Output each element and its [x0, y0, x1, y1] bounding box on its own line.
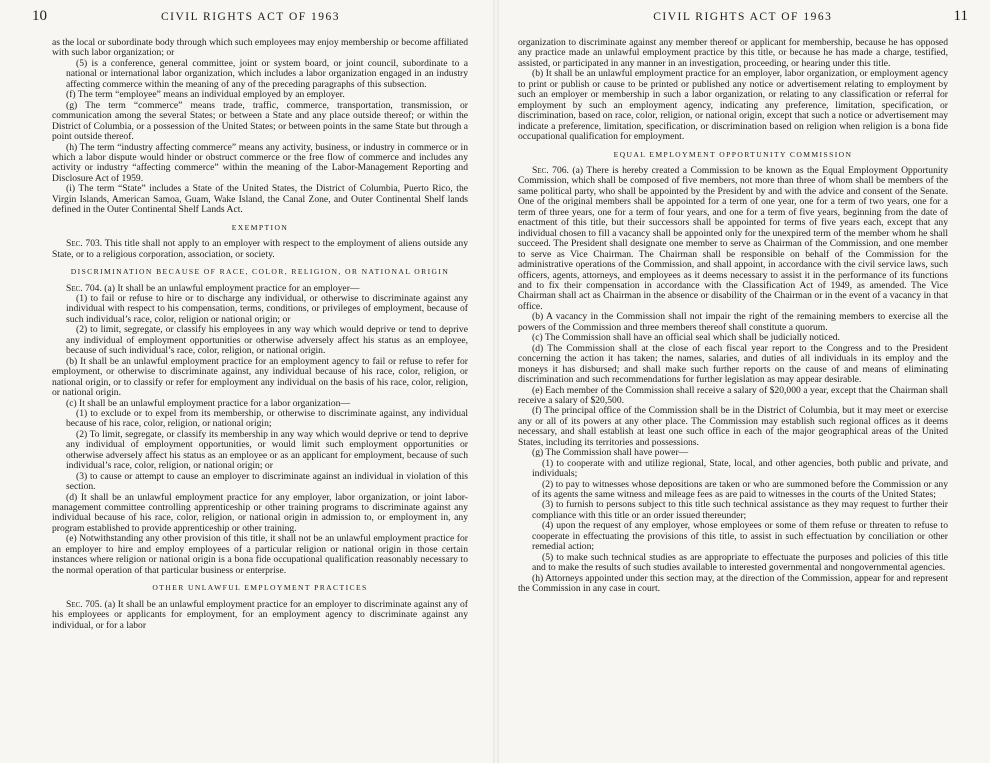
paragraph: (d) It shall be an unlawful employment practice for any employer, labor organization, or joint labor-management committee controlling apprenticeship or other training programs to discriminate against any individual because of his race, color, religion, or national origin in admission to, or employment in, any program established to provide apprenticeship or other training.	[52, 491, 468, 534]
section-number: Sec. 706.	[532, 164, 569, 176]
section-heading: OTHER UNLAWFUL EMPLOYMENT PRACTICES	[152, 583, 368, 593]
paragraph	[52, 600, 468, 631]
paragraph: (f) The term “employee” means an individual employed by an employer.	[66, 89, 345, 101]
page-body	[52, 38, 468, 631]
running-head	[518, 8, 968, 34]
section-heading: DISCRIMINATION BECAUSE OF RACE, COLOR, RELIGION, OR NATIONAL ORIGIN	[70, 267, 450, 277]
paragraph: (i) The term “State” includes a State of the United States, the District of Columbia, Puerto Rico, the Virgin Islands, American Samoa, Guam, Wake Island, the Canal Zone, and Outer Continental Shelf lands defined in the Outer Continental Shelf Lands Act.	[52, 183, 468, 216]
paragraph: (c) It shall be an unlawful employment practice for a labor organization—	[66, 397, 351, 409]
page-number: 10	[32, 8, 47, 24]
running-title: CIVIL RIGHTS ACT OF 1963	[653, 11, 833, 23]
page-body	[518, 38, 948, 595]
paragraph: (d) The Commission shall at the close of each fiscal year report to the Congress and to the President concerning the action it has taken; the names, salaries, and duties of all individuals in its employ and the moneys it has disbursed; and shall make such further reports on the cause of and means of eliminating discrimination and such recommendations for further legislation as may appear desirable.	[518, 342, 948, 386]
subparagraph: (1) to cooperate with and utilize regional, State, local, and other agencies, both public and private, and individuals;	[532, 457, 948, 480]
subparagraph: (3) to furnish to persons subject to this title such technical assistance as they may request to further their compliance with this title or an order issued thereunder;	[532, 499, 948, 521]
subparagraph: (2) to limit, segregate, or classify his employees in any way which would deprive or tend to deprive any individual of employment opportunities or otherwise adversely affect his status as an employee, because of such individual’s race, color, religion, or national origin.	[66, 324, 468, 357]
subparagraph: (2) to pay to witnesses whose depositions are taken or who are summoned before the Commission or any of its agents the same witness and mileage fees as are paid to witnesses in the courts of the United States;	[532, 478, 948, 501]
subparagraph: (5) to make such technical studies as are appropriate to effectuate the purposes and policies of this title and to make the results of such studies available to interested governmental and nongovernmental agencies.	[532, 551, 948, 574]
paragraph: (g) The Commission shall have power—	[532, 447, 689, 459]
subparagraph: (1) to exclude or to expel from its membership, or otherwise to discriminate against, any individual because of his race, color, religion, or national origin;	[66, 407, 468, 430]
section-text: (a) It shall be an unlawful employment practice for an employer—	[101, 282, 360, 294]
subparagraph: (2) To limit, segregate, or classify its membership in any way which would deprive or tend to deprive any individual of employment opportunities, or would limit such employment opportunities or otherwise adversely affect his status as an employee or as an applicant for employment, because of such individual’s race, color, religion, or national origin; or	[66, 428, 468, 472]
section-number: Sec. 704.	[66, 282, 102, 294]
subparagraph: (1) to fail or refuse to hire or to discharge any individual, or otherwise to discriminate against any individual with respect to his compensation, terms, conditions, or privileges of employment, because of such individual’s race, color, religion or national origin; or	[66, 292, 468, 325]
paragraph: (g) The term “commerce” means trade, traffic, commerce, transportation, transmission, or communication among the several States; or between a State and any place outside thereof; or within the District of Columbia, or a possession of the United States; or between points in the same State but through a point outside thereof.	[52, 99, 468, 143]
section-number: Sec. 705.	[66, 598, 102, 610]
section-text: (a) It shall be an unlawful employment practice for an employer to discriminate against any of his employees or applicants for employment, for an employment agency to discriminate against any individual, or for a labor	[52, 598, 468, 631]
paragraph: (c) The Commission shall have an official seal which shall be judicially noticed.	[532, 332, 840, 344]
running-title: CIVIL RIGHTS ACT OF 1963	[160, 11, 341, 23]
paragraph: (h) The term “industry affecting commerce” means any activity, business, or industry in commerce or in which a labor dispute would hinder or obstruct commerce or the free flow of commerce and includes any activity or industry “affecting commerce” within the meaning of the Labor-Management Reporting and Disclosure Act of 1959.	[52, 141, 468, 184]
section-heading: EQUAL EMPLOYMENT OPPORTUNITY COMMISSION	[613, 149, 853, 159]
paragraph: (b) A vacancy in the Commission shall not impair the right of the remaining members to exercise all the powers of the Commission and three members thereof shall constitute a quorum.	[518, 311, 948, 333]
paragraph	[518, 166, 948, 312]
section-heading: EXEMPTION	[231, 222, 289, 232]
page-right	[496, 0, 990, 763]
paragraph: (b) It shall be an unlawful employment practice for an employment agency to fail or refuse to refer for employment, or otherwise to discriminate against, any individual because of his race, color, religion, or national origin, or to classify or refer for employment any individual on the basis of his race, color, religion, or national origin.	[52, 355, 468, 399]
section-text: This title shall not apply to an employer with respect to the employment of aliens outside any State, or to a religious corporation, association, or society.	[52, 238, 468, 260]
section-number: Sec. 703.	[66, 238, 103, 250]
continued-paragraph: as the local or subordinate body through which such employees may enjoy membership or become affiliated with such labor organization; or	[52, 37, 468, 59]
page-number: 11	[953, 8, 968, 24]
continued-paragraph: organization to discriminate against any member thereof or applicant for membership, because he has opposed any practice made an unlawful employment practice by this title, or because he has made a charge, testified, assisted, or participated in any manner in an investigation, proceeding, or hearing under this title.	[518, 37, 948, 69]
subparagraph: (3) to cause or attempt to cause an employer to discriminate against an individual in violation of this section.	[66, 470, 468, 493]
paragraph: (e) Each member of the Commission shall receive a salary of $20,000 a year, except that the Chairman shall receive a salary of $20,500.	[518, 384, 948, 406]
paragraph	[52, 239, 468, 260]
paragraph: (e) Notwithstanding any other provision of this title, it shall not be an unlawful employment practice for an employer to hire and employ employees of a particular religion or national origin in those certain instances where religion or national origin is a bona fide occupational qualification reasonably necessary to the normal operation of that particular business or enterprise.	[52, 533, 468, 576]
subparagraph: (5) is a conference, general committee, joint or system board, or joint council, subordinate to a national or international labor organization, which includes a labor organization engaged in an industry affecting commerce within the meaning of any of the preceding paragraphs of this subsection.	[66, 57, 468, 90]
section-text: (a) There is hereby created a Commission to be known as the Equal Employment Opportunity Commission, which shall be composed of five members, not more than three of whom shall be members of the same political party, who shall be appointed by the President by and with the advice and consent of the Senate. One of the original members shall be appointed for a term of one year, one for a term of two years, one for a term of three years, one for a term of four years, and one for a term of five years, beginning from the date of enactment of this title, but their successors shall be appointed for terms of five years each, except that any individual chosen to fill a vacancy shall be appointed only for the unexpired term of the member whom he shall succeed. The President shall designate one member to serve as Chairman of the Commission, and one member to serve as Vice Chairman. The Chairman shall be responsible on behalf of the Commission for the administrative operations of the Commission, and shall appoint, in accordance with the civil service laws, such officers, agents, attorneys, and employees as it deems necessary to assist it in the performance of its functions and to fix their compensation in accordance with the Classification Act of 1949, as amended. The Vice Chairman shall act as Chairman in the absence or disability of the Chairman or in the event of a vacancy in that office.	[518, 164, 949, 312]
paragraph: (f) The principal office of the Commission shall be in the District of Columbia, but it may meet or exercise any or all of its powers at any other place. The Commission may establish such regional offices as it deems necessary, and shall establish at least one such office in each of the major geographical areas of the United States, including its territories and possessions.	[518, 405, 948, 448]
running-head	[32, 8, 468, 34]
subparagraph: (4) upon the request of any employer, whose employees or some of them refuse or threaten to refuse to cooperate in effectuating the provisions of this title, to assist in such effectuation by conciliation or other remedial action;	[532, 520, 948, 553]
paragraph: (h) Attorneys appointed under this section may, at the direction of the Commission, appear for and represent the Commission in any case in court.	[518, 572, 948, 595]
paragraph: (b) It shall be an unlawful employment practice for an employer, labor organization, or employment agency to print or publish or cause to be printed or published any notice or advertisement relating to employment by such an employer or membership in such a labor organization, or relating to any classification or referral for employment by such an employment agency, indicating any preference, limitation, specification, or discrimination, based on race, color, religion, or national origin, except that such a notice or advertisement may indicate a preference, limitation, specification, or discrimination based on religion when religion is a bona fide occupational qualification for employment.	[518, 68, 948, 143]
